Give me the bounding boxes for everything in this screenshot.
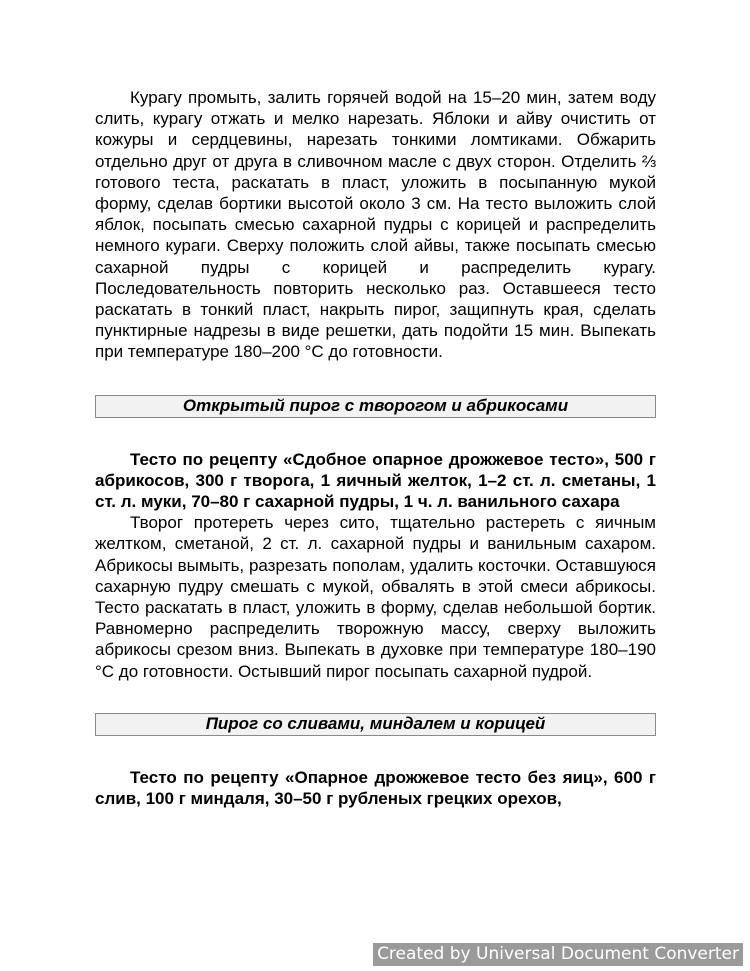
recipe-heading-plum-almond-pie: Пирог со сливами, миндалем и корицей xyxy=(95,713,656,736)
recipe-instructions-paragraph: Курагу промыть, залить горячей водой на 15–20 мин, затем воду слить, курагу отжать и мелко нарезать. Яблоки и айву очистить от кожуры и сердцевины, нарезать тонкими ломтиками. Обжарить отдельно друг от друга в сливочном масле с двух сторон. Отделить ⅔ готового теста, раскатать в пласт, уложить в посыпанную мукой форму, сделав бортики высотой около 3 см. На тесто выложить слой яблок, посыпать смесью сахарной пудры с корицей и распределить немного кураги. Сверху положить слой айвы, также посыпать смесью сахарной пудры с корицей и распределить курагу. Последовательность повторить несколько раз. Оставшееся тесто раскатать в тонкий пласт, накрыть пирог, защипнуть края, сделать пунктирные надрезы в виде решетки, дать подойти 15 мин. Выпекать при температуре 180–200 °C до готовности. xyxy=(95,88,656,362)
recipe-ingredients: Тесто по рецепту «Сдобное опарное дрожжевое тесто», 500 г абрикосов, 300 г творога, 1 яичный желток, 1–2 ст. л. сметаны, 1 ст. л. муки, 70–80 г сахарной пудры, 1 ч. л. ванильного сахара xyxy=(95,449,656,512)
recipe-heading-cottage-cheese-apricot-pie: Открытый пирог с творогом и абрикосами xyxy=(95,395,656,418)
document-page xyxy=(95,87,656,809)
converter-watermark: Created by Universal Document Converter xyxy=(373,943,743,966)
recipe-instructions-paragraph: Творог протереть через сито, тщательно растереть с яичным желтком, сметаной, 2 ст. л. сахарной пудры и ванильным сахаром. Абрикосы вымыть, разрезать пополам, удалить косточки. Оставшуюся сахарную пудру смешать с мукой, обвалять в этой смеси абрикосы. Тесто раскатать в пласт, уложить в форму, сделав небольшой бортик. Равномерно распределить творожную массу, сверху выложить абрикосы срезом вниз. Выпекать в духовке при температуре 180–190 °C до готовности. Остывший пирог посыпать сахарной пудрой. xyxy=(95,513,656,681)
recipe-ingredients: Тесто по рецепту «Опарное дрожжевое тесто без яиц», 600 г слив, 100 г миндаля, 30–50 г рубленых грецких орехов, xyxy=(95,767,656,809)
